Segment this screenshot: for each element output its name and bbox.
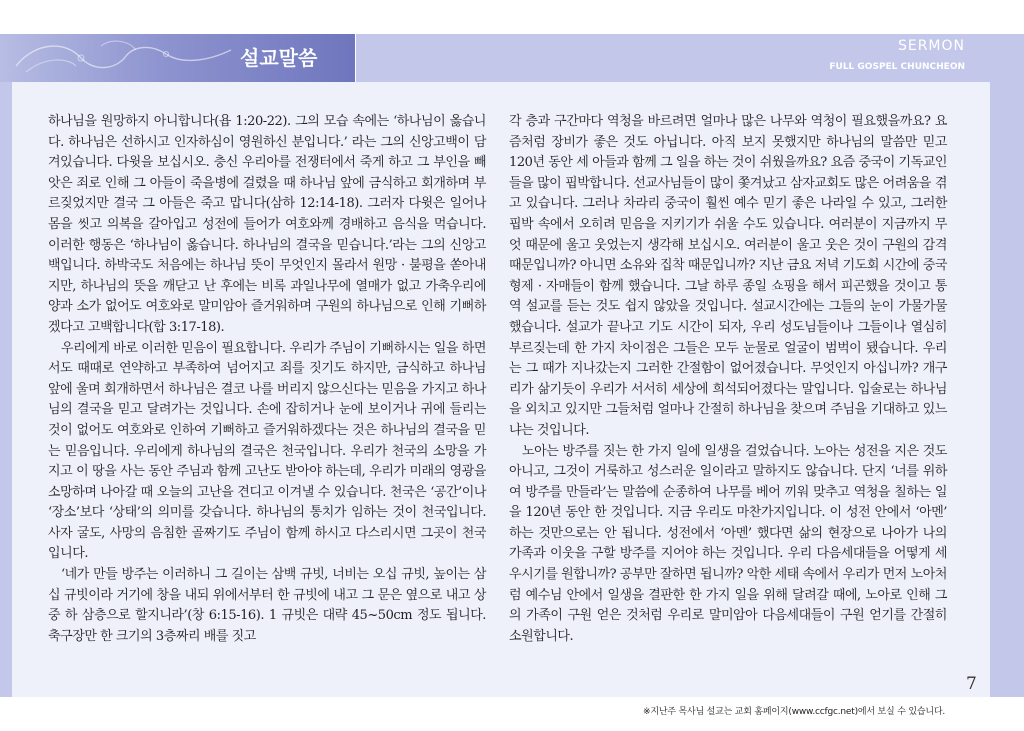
page-number: 7 bbox=[966, 674, 977, 694]
paragraph: 우리에게 바로 이러한 믿음이 필요합니다. 우리가 주님이 기뻐하시는 일을 하면서도 때때로 연약하고 부족하여 넘어지고 죄를 짓기도 하지만, 금식하고 하나님 앞에 울며 회개하면서 하나님은 결코 나를 버리지 않으신다는 믿음을 가지고 하나님의 결국을 믿고 달려가는 것입니다. 손에 잡히거나 눈에 보이거나 귀에 들리는 것이 없어도 여호와로 인하여 기뻐하고 즐거워하겠다는 것은 하나님의 결국을 믿는 믿음입니다. 우리에게 하나님의 결국은 천국입니다. 우리가 천국의 소망을 가지고 이 땅을 사는 동안 주님과 함께 고난도 받아야 하는데, 우리가 미래의 영광을 소망하며 나아갈 때 오늘의 고난을 견디고 이겨낼 수 있습니다. 천국은 ‘공간’이나 ‘장소’보다 ‘상태’의 의미를 갖습니다. 하나님의 통치가 임하는 것이 천국입니다. 사자 굴도, 사망의 음침한 골짜기도 주님이 함께 하시고 다스리시면 그곳이 천국입니다. bbox=[48, 340, 486, 562]
church-name: FULL GOSPEL CHUNCHEON bbox=[829, 62, 965, 72]
left-margin-band bbox=[0, 34, 12, 697]
paragraph: 노아는 방주를 짓는 한 가지 일에 일생을 걸었습니다. 노아는 성전을 지은 것도 아니고, 그것이 거룩하고 성스러운 일이라고 말하지도 않습니다. 단지 ‘너를 위하여 방주를 만들라’는 말씀에 순종하여 나무를 베어 끼워 맞추고 역청을 칠하는 일을 120년 동안 한 것입니다. 지금 우리도 마찬가지입니다. 이 성전 안에서 ‘아멘’ 하는 것만으로는 안 됩니다. 성전에서 ‘아멘’ 했다면 삶의 현장으로 나아가 나의 가족과 이웃을 구할 방주를 지어야 하는 것입니다. 우리 다음세대들을 어떻게 세우시기를 원합니까? 공부만 잘하면 됩니까? 악한 세태 속에서 우리가 먼저 노아처럼 예수님 안에서 일생을 결판한 한 가지 일을 위해 달려갈 때에, 노아로 인해 그의 가족이 구원 얻은 것처럼 우리로 말미암아 다음세대들이 구원 얻기를 간절히 소원합니다. bbox=[509, 443, 948, 644]
paragraph: 각 층과 구간마다 역청을 바르려면 얼마나 많은 나무와 역청이 필요했을까요? 요즘처럼 장비가 좋은 것도 아닙니다. 아직 보지 못했지만 하나님의 말씀만 믿고 120년 동안 세 아들과 함께 그 일을 하는 것이 쉬웠을까요? 요즘 중국이 기독교인들을 많이 핍박합니다. 선교사님들이 많이 쫓겨났고 삼자교회도 많은 어려움을 겪고 있습니다. 그러나 차라리 중국이 훨씬 예수 믿기 좋은 나라일 수 있고, 그러한 핍박 속에서 오히려 믿음을 지키기가 쉬울 수도 있습니다. 여러분이 지금까지 무엇 때문에 울고 웃었는지 생각해 보십시오. 여러분이 울고 웃은 것이 구원의 감격 때문입니까? 아니면 소유와 집착 때문입니까? 지난 금요 저녁 기도회 시간에 중국 형제 · 자매들이 함께 했습니다. 그날 하루 종일 쇼핑을 해서 피곤했을 것이고 통역 설교를 듣는 것도 쉽지 않았을 것입니다. 설교시간에는 그들의 눈이 가물가물했습니다. 설교가 끝나고 기도 시간이 되자, 우리 성도님들이나 그들이나 열심히 부르짖는데 한 가지 차이점은 그들은 모두 눈물로 얼굴이 범벅이 됐습니다. 우리는 그 때가 지나갔는지 그러한 간절함이 없어졌습니다. 무엇인지 아십니까? 개구리가 삶기듯이 우리가 서서히 세상에 희석되어졌다는 말입니다. 입술로는 하나님을 외치고 있지만 그들처럼 얼마나 간절히 하나님을 찾으며 주님을 기대하고 있느냐는 것입니다. bbox=[509, 114, 947, 438]
left-column bbox=[48, 112, 486, 647]
section-label: SERMON bbox=[897, 38, 965, 54]
paragraph: 하나님을 원망하지 아니합니다(욥 1:20-22). 그의 모습 속에는 ‘하나님이 옳습니다. 하나님은 선하시고 인자하심이 영원하신 분입니다.’ 라는 그의 신앙고백이 담겨있습니다. 다윗을 보십시오. 충신 우리아를 전쟁터에서 죽게 하고 그 부인을 빼앗은 죄로 인해 그 아들이 죽을병에 걸렸을 때 하나님 앞에 금식하고 회개하며 부르짖었지만 결국 그 아들은 죽고 맙니다(삼하 12:14-18). 그러자 다윗은 일어나 몸을 씻고 의복을 갈아입고 성전에 들어가 여호와께 경배하고 음식을 먹습니다. 이러한 행동은 ‘하나님이 옳습니다. 하나님의 결국을 믿습니다.’라는 그의 신앙고백입니다. 하박국도 처음에는 하나님 뜻이 무엇인지 몰라서 원망 · 불평을 쏟아내지만, 하나님의 뜻을 깨닫고 난 후에는 비록 과일나무에 열매가 없고 가축우리에 양과 소가 없어도 여호와로 말미암아 즐거워하며 구원의 하나님으로 인해 기뻐하겠다고 고백합니다(합 3:17-18). bbox=[48, 114, 486, 335]
swirl-ornament-icon bbox=[6, 36, 236, 80]
right-margin-band bbox=[990, 34, 1024, 697]
paragraph: ‘네가 만들 방주는 이러하니 그 길이는 삼백 규빗, 너비는 오십 규빗, 높이는 삼십 규빗이라 거기에 창을 내되 위에서부터 한 규빗에 내고 그 문은 옆으로 내고 상 중 하 삼층으로 할지니라’(창 6:15-16). 1 규빗은 대략 45~50cm 정도 됩니다. 축구장만 한 크기의 3층짜리 배를 짓고 bbox=[48, 567, 486, 644]
right-column bbox=[509, 112, 947, 647]
footnote: ※지난주 목사님 설교는 교회 홈페이지(www.ccfgc.net)에서 보실 수 있습니다. bbox=[643, 707, 945, 717]
page-title: 설교말씀 bbox=[240, 46, 318, 70]
